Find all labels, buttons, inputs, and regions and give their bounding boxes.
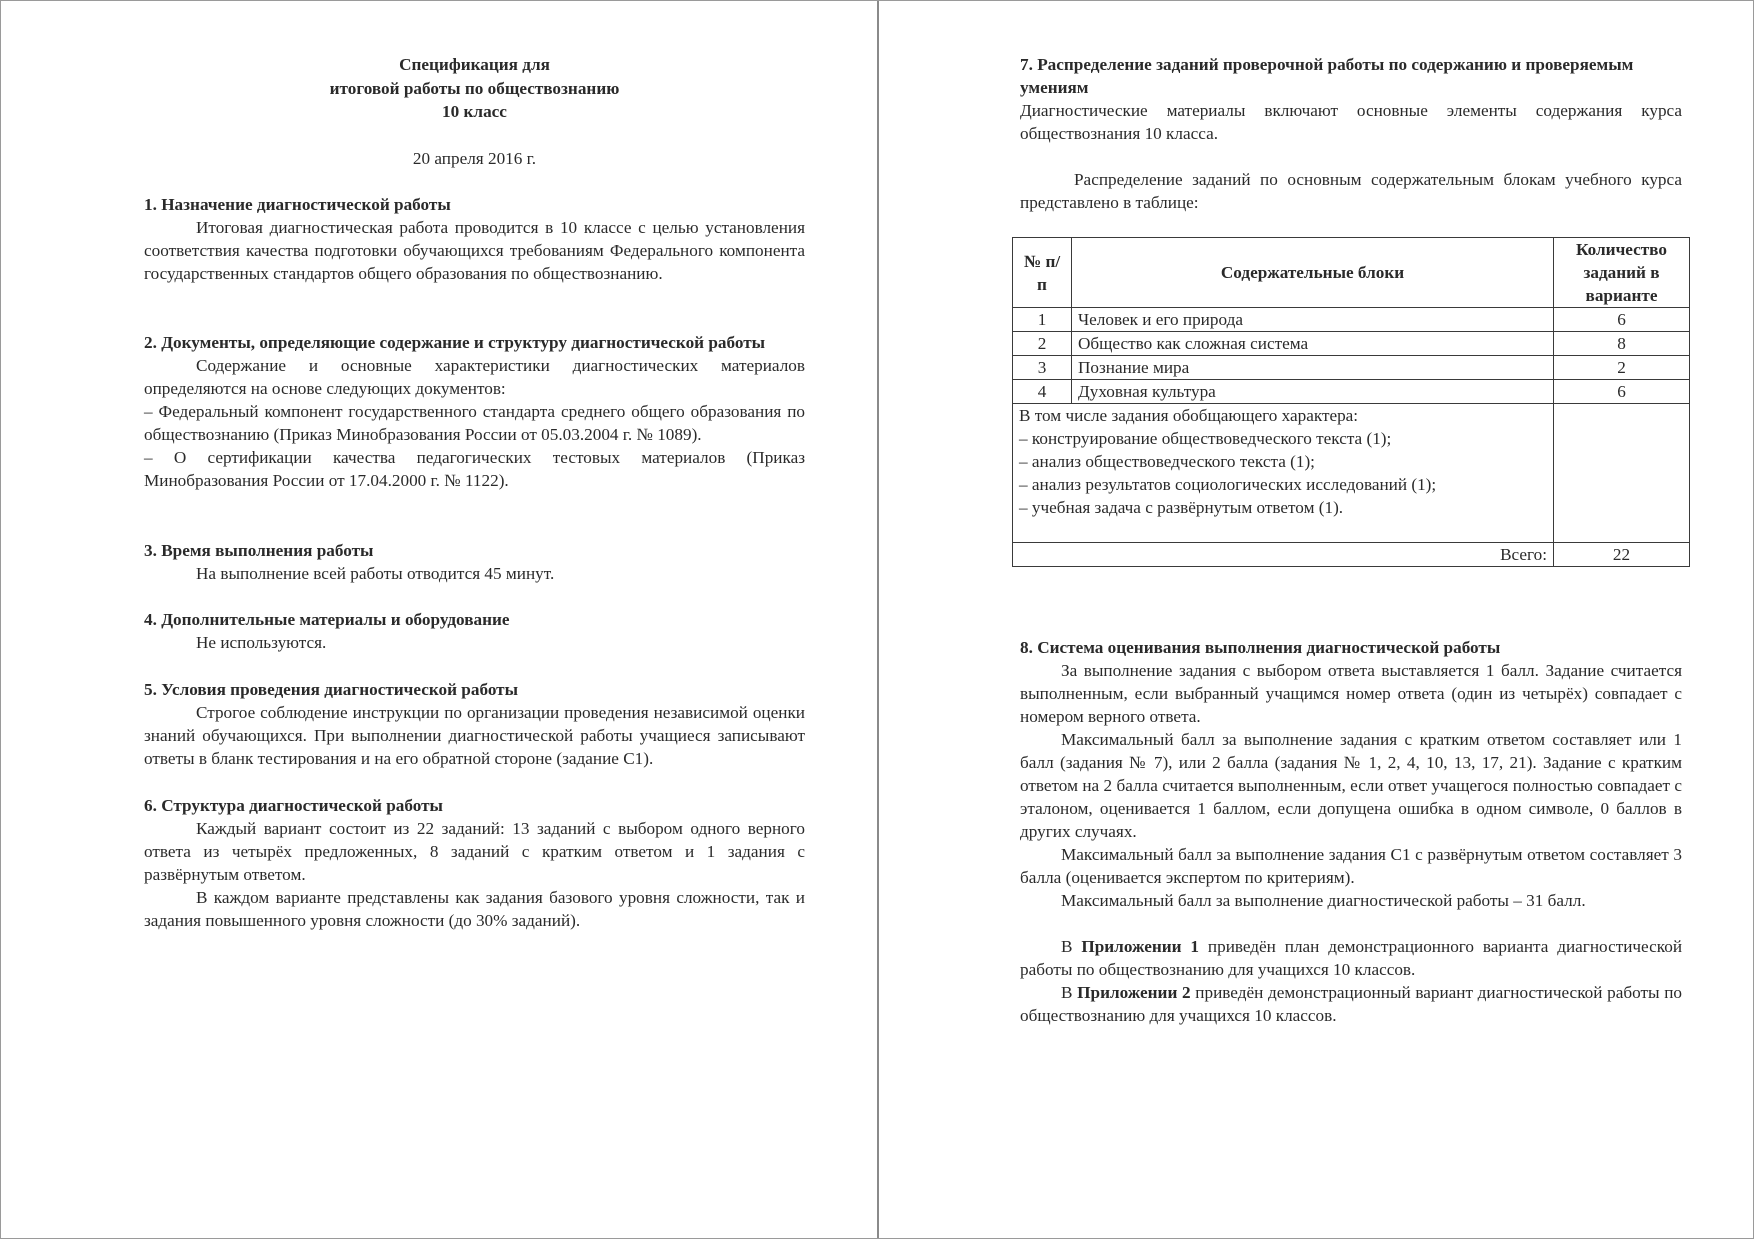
document-date: 20 апреля 2016 г. xyxy=(412,148,537,168)
row-number: 4 xyxy=(1013,380,1072,404)
appendix-1-note xyxy=(1020,935,1682,981)
header-block: Содержательные блоки xyxy=(1072,238,1554,308)
table-row xyxy=(1013,380,1690,404)
appendix-2-rest: приведён демонстрационный вариант диагностической работы по обществознанию для учащихся 10 классов. xyxy=(1020,983,1682,1025)
section-1 xyxy=(144,193,805,285)
row-block: Духовная культура xyxy=(1072,380,1554,404)
table-row xyxy=(1013,332,1690,356)
appendix-2-link: Приложении 2 xyxy=(1077,983,1191,1002)
table-row xyxy=(1013,308,1690,332)
content-blocks-table xyxy=(1012,237,1690,567)
row-number: 3 xyxy=(1013,356,1072,380)
section-7 xyxy=(1020,53,1682,214)
general-task-item: – анализ результатов социологических исследований (1); xyxy=(1019,475,1437,494)
section-2-item-2: – О сертификации качества педагогических тестовых материалов (Приказ Минобразования России от 17.04.2000 г. № 1122). xyxy=(144,447,805,490)
section-4 xyxy=(144,608,805,654)
appendix-1-link: Приложении 1 xyxy=(1081,937,1200,956)
row-count: 6 xyxy=(1554,308,1690,332)
section-4-heading: 4. Дополнительные материалы и оборудование xyxy=(144,609,510,629)
section-8-paragraph-1: За выполнение задания с выбором ответа выставляется 1 балл. Задание считается выполненным, если выбранный учащимся номер ответа (один из четырёх) совпадает с номером верного ответа. xyxy=(1020,661,1682,726)
section-8-paragraph-4: Максимальный балл за выполнение диагностической работы – 31 балл. xyxy=(1061,891,1586,910)
general-tasks-list xyxy=(1013,404,1554,543)
general-task-item: – анализ обществоведческого текста (1); xyxy=(1019,452,1315,471)
total-value: 22 xyxy=(1554,543,1690,567)
row-count: 6 xyxy=(1554,380,1690,404)
section-8 xyxy=(1020,636,1682,1027)
total-row xyxy=(1013,543,1690,567)
appendix-2-note xyxy=(1020,981,1682,1027)
section-6-heading: 6. Структура диагностической работы xyxy=(144,795,443,815)
header-count: Количество заданий в варианте xyxy=(1554,238,1690,308)
section-5-text: Строгое соблюдение инструкции по организации проведения независимой оценки знаний обучающихся. При выполнении диагностической работы учащиеся записывают ответы в бланк тестирования и на его обратной стороне (задание С1). xyxy=(144,702,805,768)
section-1-text: Итоговая диагностическая работа проводится в 10 классе с целью установления соответствия качества подготовки обучающихся требованиям Федерального компонента государственных стандартов общего образования по обществознанию. xyxy=(144,217,805,283)
section-6-paragraph-1: Каждый вариант состоит из 22 заданий: 13 заданий с выбором одного верного ответа из четырёх предложенных, 8 заданий с кратким ответом и 1 задания с развёрнутым ответом. xyxy=(144,818,805,884)
general-tasks-count xyxy=(1554,404,1690,543)
section-7-heading: 7. Распределение заданий проверочной работы по содержанию и проверяемым умениям xyxy=(1020,55,1634,97)
right-page xyxy=(1020,53,1682,1027)
left-page xyxy=(144,53,805,932)
section-2-text: Содержание и основные характеристики диагностических материалов определяются на основе следующих документов: xyxy=(144,355,805,398)
title-line-3: 10 класс xyxy=(442,102,507,121)
row-block: Общество как сложная система xyxy=(1072,332,1554,356)
header-number: № п/п xyxy=(1013,238,1072,308)
section-8-paragraph-3: Максимальный балл за выполнение задания С1 с развёрнутым ответом составляет 3 балла (оценивается экспертом по критериям). xyxy=(1020,845,1682,887)
section-8-heading: 8. Система оценивания выполнения диагностической работы xyxy=(1020,638,1501,657)
section-6-paragraph-2: В каждом варианте представлены как задания базового уровня сложности, так и задания повышенного уровня сложности (до 30% заданий). xyxy=(144,887,805,930)
row-block: Познание мира xyxy=(1072,356,1554,380)
title-line-2: итоговой работы по обществознанию xyxy=(329,78,620,98)
section-1-heading: 1. Назначение диагностической работы xyxy=(144,194,451,214)
table-header-row xyxy=(1013,238,1690,308)
table-row xyxy=(1013,356,1690,380)
section-2-item-1: – Федеральный компонент государственного стандарта среднего общего образования по обществознанию (Приказ Минобразования России от 05.03.2004 г. № 1089). xyxy=(144,401,805,444)
section-6 xyxy=(144,794,805,932)
section-7-paragraph-1: Диагностические материалы включают основные элементы содержания курса обществознания 10 класса. xyxy=(1020,101,1682,143)
section-4-text: Не используются. xyxy=(196,632,327,652)
section-2 xyxy=(144,331,805,492)
appendix-1-rest: приведён план демонстрационного варианта диагностической работы по обществознанию для учащихся 10 классов. xyxy=(1020,937,1683,979)
row-block: Человек и его природа xyxy=(1072,308,1554,332)
total-label: Всего: xyxy=(1013,543,1554,567)
general-tasks-title: В том числе задания обобщающего характера: xyxy=(1019,406,1359,425)
section-8-paragraph-2: Максимальный балл за выполнение задания с кратким ответом составляет или 1 балл (задания № 7), или 2 балла (задания № 1, 2, 4, 10, 13, 17, 21). Задание с кратким ответом на 2 балла считается выполненным, если ответ учащегося полностью совпадает с эталоном, оценивается 1 баллом, если допущена ошибка в одном символе, 0 баллов в других случаях. xyxy=(1020,730,1682,841)
section-3-text: На выполнение всей работы отводится 45 минут. xyxy=(196,563,555,583)
section-3 xyxy=(144,539,805,585)
section-3-heading: 3. Время выполнения работы xyxy=(144,540,374,560)
appendix-1-prefix: В xyxy=(1061,937,1082,956)
page-divider xyxy=(877,1,879,1238)
appendix-2-prefix: В xyxy=(1061,983,1078,1002)
section-2-heading: 2. Документы, определяющие содержание и структуру диагностической работы xyxy=(144,332,766,352)
general-task-item: – конструирование обществоведческого текста (1); xyxy=(1019,429,1392,448)
row-number: 1 xyxy=(1013,308,1072,332)
section-7-paragraph-2: Распределение заданий по основным содержательным блокам учебного курса представлено в таблице: xyxy=(1020,170,1682,212)
section-5-heading: 5. Условия проведения диагностической работы xyxy=(144,679,519,699)
title-line-1: Спецификация для xyxy=(399,55,550,74)
row-number: 2 xyxy=(1013,332,1072,356)
general-task-item: – учебная задача с развёрнутым ответом (1). xyxy=(1019,498,1344,517)
row-count: 8 xyxy=(1554,332,1690,356)
general-tasks-row xyxy=(1013,404,1690,543)
document-title xyxy=(144,53,805,124)
row-count: 2 xyxy=(1554,356,1690,380)
section-5 xyxy=(144,678,805,770)
